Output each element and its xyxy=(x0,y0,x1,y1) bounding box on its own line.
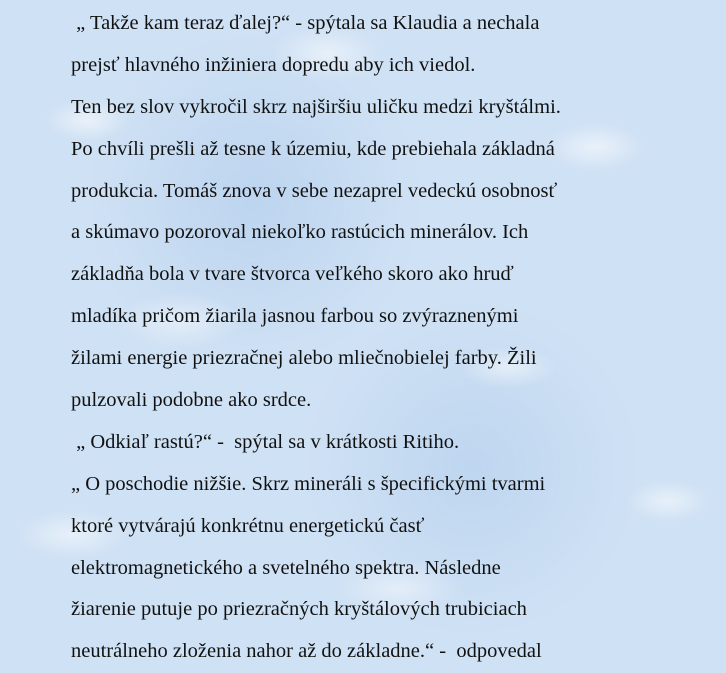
text-line: pulzovali podobne ako srdce. xyxy=(71,389,312,412)
text-line: a skúmavo pozoroval niekoľko rastúcich minerálov. Ich xyxy=(71,221,529,244)
text-line: „ Odkiaľ rastú?“ - spýtal sa v krátkosti Ritiho. xyxy=(71,430,460,453)
text-line: ktoré vytvárajú konkrétnu energetickú časť xyxy=(71,514,425,537)
text-line: elektromagnetického a svetelného spektra. Následne xyxy=(71,556,501,579)
text-line: prejsť hlavného inžiniera dopredu aby ich viedol. xyxy=(71,53,476,76)
text-line: základňa bola v tvare štvorca veľkého skoro ako hruď xyxy=(71,263,514,286)
text-line: produkcia. Tomáš znova v sebe nezaprel vedeckú osobnosť xyxy=(71,179,558,202)
text-line: „ Takže kam teraz ďalej?“ - spýtala sa Klaudia a nechala xyxy=(71,12,540,34)
text-line: Po chvíli prešli až tesne k územiu, kde prebiehala základná xyxy=(71,137,555,160)
text-line: žiarenie putuje po priezračných kryštálových trubiciach xyxy=(71,598,527,621)
text-line: Ten bez slov vykročil skrz najširšiu uličku medzi kryštálmi. xyxy=(71,95,561,118)
text-line: žilami energie priezračnej alebo mliečnobielej farby. Žili xyxy=(71,347,537,370)
text-line: neutrálneho zloženia nahor až do základne.“ - odpovedal xyxy=(71,640,542,663)
text-line: „ O poschodie nižšie. Skrz mineráli s špecifickými tvarmi xyxy=(71,472,546,495)
story-text xyxy=(71,3,721,673)
text-line: mladíka pričom žiarila jasnou farbou so zvýraznenými xyxy=(71,305,519,328)
